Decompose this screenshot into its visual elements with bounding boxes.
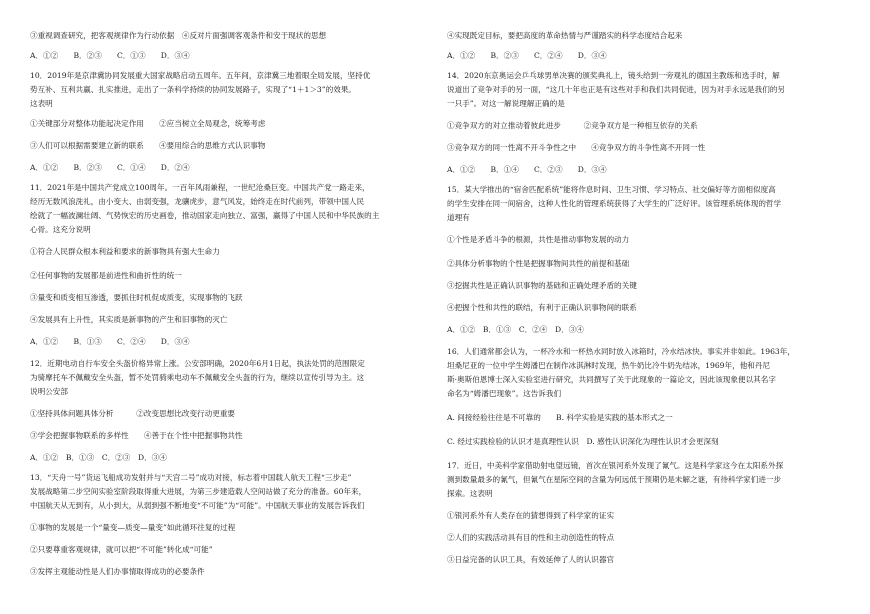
text-line: ①事物的发展是一个“量变—质变—量变”如此循环往复的过程: [30, 523, 236, 532]
text-line: ③学会把握事物联系的多样性 ④善于在个性中把握事物共性: [30, 431, 243, 440]
text-line: 绘就了一幅波澜壮阔、气势恢宏的历史画卷，推动国家走向独立、富强，赢得了中国人民和中华民族的主: [30, 211, 380, 220]
text-line: ②任何事物的发展都是前进性和曲折性的统一: [30, 271, 182, 280]
text-line: A．①② B．②③ C．①④ D．②④: [30, 163, 190, 172]
text-line: 中国航天从无到有，从小到大，从弱到强不断地变“不可能”为“可能”。中国航天事业的发展告诉我们: [30, 501, 365, 510]
text-line: ①个性是矛盾斗争的根源，共性是推动事物发展的动力: [447, 235, 630, 244]
text-line: ④发展具有上升性，其实质是新事物的产生和旧事物的灭亡: [30, 315, 228, 324]
text-line: ①符合人民群众根本利益和要求的新事物具有强大生命力: [30, 247, 220, 256]
text-line: 15．某大学推出的“宿舍匹配系统”能将作息时间、卫生习惯、学习特点、社交偏好等方面相似度高: [447, 185, 776, 194]
text-line: ①银河系外有人类存在的猜想得到了科学家的证实: [447, 511, 615, 520]
text-line: 探索。这表明: [447, 489, 493, 498]
text-line: ①坚持具体问题具体分析 ②改变思想比改变行动更重要: [30, 409, 236, 418]
text-line: 说明公安部: [30, 387, 68, 396]
text-line: ①关键部分对整体功能起决定作用 ②应当树立全局观念，统筹考虑: [30, 119, 266, 128]
text-line: 坦桑尼亚的一位中学生姆潘巴在制作冰淇淋时发现，热牛奶比冷牛奶先结冰，1969年，他和丹尼: [447, 361, 771, 370]
text-line: A．①② B．①④ C．②③ D．③④: [447, 165, 607, 174]
text-line: ②人们的实践活动具有目的性和主动创造性的特点: [447, 533, 615, 542]
text-line: ②具体分析事物的个性是把握事物间共性的前提和基础: [447, 259, 630, 268]
text-line: 17．近日，中美科学家借助射电望远镜，首次在银河系外发现了氰气。这是科学家这今在太阳系外探: [447, 461, 784, 470]
text-line: 这表明: [30, 99, 53, 108]
text-line: 13．“天舟一号”货运飞船成功发射并与“天宫二号”成功对接，标志着中国载人航天工程“三步走”: [30, 473, 352, 482]
text-line: A．①② B．①③ C．②③ D．③④: [30, 453, 167, 462]
text-line: A．①② B．①③ C．②④ D．③④: [30, 337, 190, 346]
text-line: 心骨。这充分说明: [30, 225, 91, 234]
text-line: C. 经过实践检验的认识才是真理性认识 D. 感性认识深化为理性认识才会更深刻: [447, 437, 719, 446]
text-line: ①竞争双方的对立推动着彼此进步 ②竞争双方是一种相互依存的关系: [447, 121, 698, 130]
text-line: 11．2021年是中国共产党成立100周年。一百年风雨兼程，一世纪沧桑巨变。中国共产党一路走来，: [30, 183, 370, 192]
text-line: 发展战略第二步空间实验室阶段取得重大进展，为第三步建造载人空间站做了充分的准备。60年来，: [30, 487, 367, 496]
text-line: 为骑摩托车不佩戴安全头盔，暂不处罚骑乘电动车不佩戴安全头盔的行为，继续以宣传引导为主。这: [30, 373, 365, 382]
text-line: A．①② B．②③ C．②④ D．③④: [447, 51, 607, 60]
text-line: ③重视调查研究，把客观规律作为行动依据 ④反对片面强调客观条件和安于现状的思想: [30, 31, 327, 40]
text-line: A．①② B．①③ C．②④ D．③④: [447, 325, 584, 334]
text-line: 说道出了竞争对手的另一面，“这几十年也正是有这些对手和我们共同促进，因为对手永远是我们的另: [447, 85, 786, 94]
text-line: ③挖掘共性是正确认识事物的基础和正确处理矛盾的关键: [447, 281, 637, 290]
text-line: A. 间接经验往往是不可靠的 B. 科学实验是实践的基本形式之一: [447, 413, 673, 422]
text-line: 经历无数风浪洗礼，由小变大、由弱变强，龙骧虎步，意气风发，始终走在时代前列，带领中国人民: [30, 197, 365, 206]
text-line: ④把握个性和共性的联结，有利于正确认识事物间的联系: [447, 303, 637, 312]
text-line: ③发挥主观能动性是人们办事情取得成功的必要条件: [30, 567, 205, 576]
text-line: 的学生安排在同一间宿舍，这种人性化的管理系统获得了大学生的广泛好评。该管理系统体现的哲学: [447, 199, 782, 208]
text-line: 道理有: [447, 213, 470, 222]
text-line: ③竞争双方的同一性离不开斗争性之中 ④竞争双方的斗争性离不开同一性: [447, 143, 706, 152]
text-line: ②只要尊重客观规律，就可以把“不可能”转化成“可能”: [30, 545, 213, 554]
text-line: 斯·奥斯伯恩博士深入实验室进行研究，共同撰写了关于此现象的一篇论文，因此该现象便以其名字: [447, 375, 776, 384]
text-line: 一只手”。对这一解说理解正确的是: [447, 99, 565, 108]
text-line: A．①② B．②③ C．①③ D．③④: [30, 51, 190, 60]
text-line: 势互补、互利共赢、扎实推进，走出了一条科学持续的协同发展路子，实现了“1＋1＞3”的效果。: [30, 85, 357, 94]
text-line: 测到数量最多的氰气，但氰气在星际空间的含量为何远低于预期仍是未解之谜，有待科学家们进一步: [447, 475, 782, 484]
text-line: 12．近期电动自行车安全头盔价格异常上涨。公安部明确，2020年6月1日起，执法处罚的范围限定: [30, 359, 365, 368]
text-line: 10．2019年是京津冀协同发展重大国家战略启动五周年。五年间，京津冀三地着眼全局发展，坚持优: [30, 71, 371, 80]
text-line: ③人们可以根据需要建立新的联系 ④要用综合的思维方式认识事物: [30, 141, 266, 150]
text-line: 16．人们通常都会认为，一杯冷水和一杯热水同时放入冰箱时，冷水结冰快。事实并非如此。1963年，: [447, 347, 795, 356]
text-line: 14．2020东京奥运会乒乓球男单决赛的颁奖典礼上，镜头给到一旁观礼的德国主教练和选手时，解: [447, 71, 780, 80]
text-line: ③量变和质变相互渗透，要抓住时机促成质变，实现事物的飞跃: [30, 293, 243, 302]
text-line: 命名为“姆潘巴现象”。这告诉我们: [447, 389, 562, 398]
text-line: ④实现既定目标，要把高度的革命热情与严谨踏实的科学态度结合起来: [447, 31, 683, 40]
text-line: ③日益完备的认识工具，有效延伸了人的认识器官: [447, 555, 615, 564]
